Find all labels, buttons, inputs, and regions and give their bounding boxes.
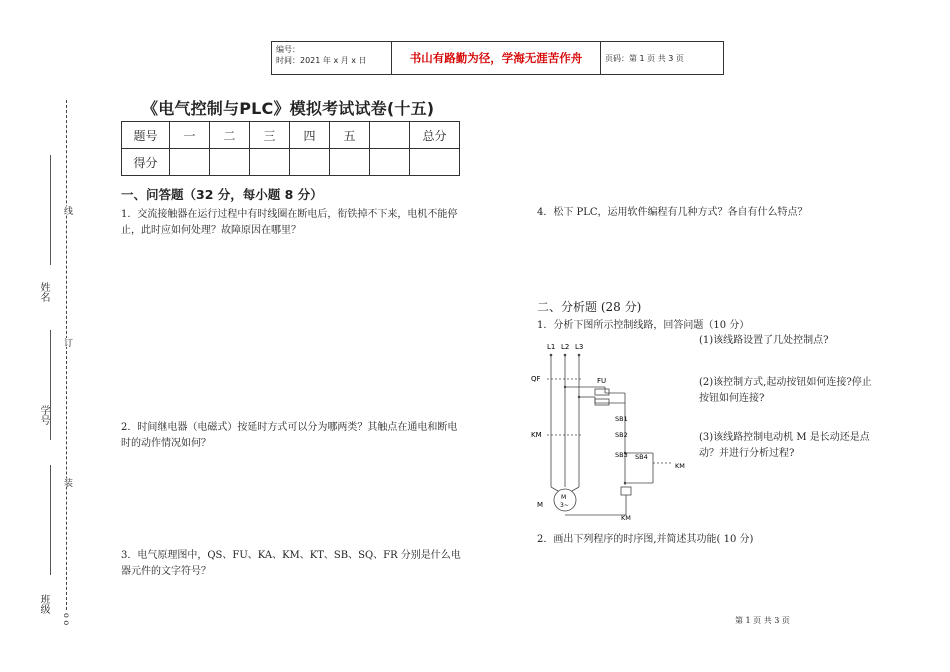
score-input-cell[interactable] [250, 149, 290, 176]
l1-label: L1 [547, 343, 556, 351]
class-underline [50, 465, 51, 575]
score-cell: 得分 [122, 149, 170, 176]
code-label: 编号： [276, 45, 300, 54]
sb3-label: SB3 [615, 451, 628, 459]
score-input-cell[interactable] [170, 149, 210, 176]
page-label: 页码：第 1 页 共 3 页 [605, 53, 684, 63]
score-table [121, 121, 460, 176]
score-cell: 二 [210, 122, 250, 149]
sb2-label: SB2 [615, 431, 628, 439]
control-circuit-diagram [525, 335, 695, 525]
question-2: 2．时间继电器（电磁式）按延时方式可以分为哪两类？其触点在通电和断电时的动作情况如何？ [121, 422, 458, 449]
sub-question-1: (1)该线路设置了几处控制点? [699, 335, 829, 346]
mark-zhuang: 装 [62, 478, 72, 487]
score-cell: 一 [170, 122, 210, 149]
sub-question-2: (2)该控制方式,起动按钮如何连接?停止按钮如何连接? [699, 377, 872, 404]
binding-dashed-line [66, 100, 67, 610]
score-input-cell[interactable] [330, 149, 370, 176]
time-label: 时间：2021 年 x 月 x 日 [276, 56, 367, 65]
header-meta [272, 42, 392, 74]
header-box [271, 41, 724, 75]
score-input-cell[interactable] [210, 149, 250, 176]
score-cell: 题号 [122, 122, 170, 149]
class-label: 班级 [38, 594, 49, 614]
binding-margin [0, 0, 100, 672]
score-cell: 三 [250, 122, 290, 149]
question-4: 4．松下 PLC，运用软件编程有几种方式？各自有什么特点？ [537, 207, 808, 218]
name-underline [50, 155, 51, 265]
score-table-score-row [122, 149, 460, 176]
analysis-question-1: 1．分析下图所示控制线路，回答问题（10 分） [537, 320, 750, 331]
exam-title: 《电气控制与PLC》模拟考试试卷(十五) [142, 99, 435, 118]
question-1: 1．交流接触器在运行过程中有时线圈在断电后，衔铁掉不下来，电机不能停止，此时应如何处理？故障原因在哪里？ [121, 209, 458, 236]
l3-label: L3 [575, 343, 584, 351]
fu-label: FU [597, 377, 607, 385]
student-id-label: 学号 [38, 405, 49, 425]
motor-symbol-line1: M [561, 494, 567, 501]
km-aux-label: KM [675, 462, 685, 470]
km-main-label: KM [531, 431, 542, 439]
score-cell: 四 [290, 122, 330, 149]
qf-label: QF [531, 375, 541, 383]
mark-line: 线 [62, 206, 72, 215]
analysis-question-2: 2．画出下列程序的时序图,并简述其功能( 10 分) [537, 534, 754, 545]
bottom-marks: o o [62, 613, 71, 626]
score-cell: 五 [330, 122, 370, 149]
motor-symbol-line2: 3~ [560, 502, 569, 509]
motto: 书山有路勤为径，学海无涯苦作舟 [392, 42, 601, 74]
footer-page-number: 第 1 页 共 3 页 [735, 616, 790, 625]
motor-m-label: M [537, 501, 544, 509]
score-table-header-row [122, 122, 460, 149]
section1-heading: 一、问答题（32 分，每小题 8 分） [121, 187, 323, 202]
l2-label: L2 [561, 343, 570, 351]
question-3: 3．电气原理图中，QS、FU、KA、KM、KT、SB、SQ、FR 分别是什么电器元件的文字符号？ [121, 550, 461, 577]
sb4-label: SB4 [635, 453, 648, 461]
sub-question-3: (3)该线路控制电动机 M 是长动还是点动？并进行分析过程? [699, 432, 870, 459]
section2-heading: 二、分析题 (28 分) [537, 300, 642, 314]
mark-ding: 订 [62, 338, 72, 347]
score-cell: 总分 [410, 122, 460, 149]
sb1-label: SB1 [615, 415, 628, 423]
score-input-cell[interactable] [410, 149, 460, 176]
score-input-cell[interactable] [370, 149, 410, 176]
score-cell [370, 122, 410, 149]
name-label: 姓名 [38, 282, 49, 302]
km-coil-label: KM [621, 514, 631, 522]
score-input-cell[interactable] [290, 149, 330, 176]
